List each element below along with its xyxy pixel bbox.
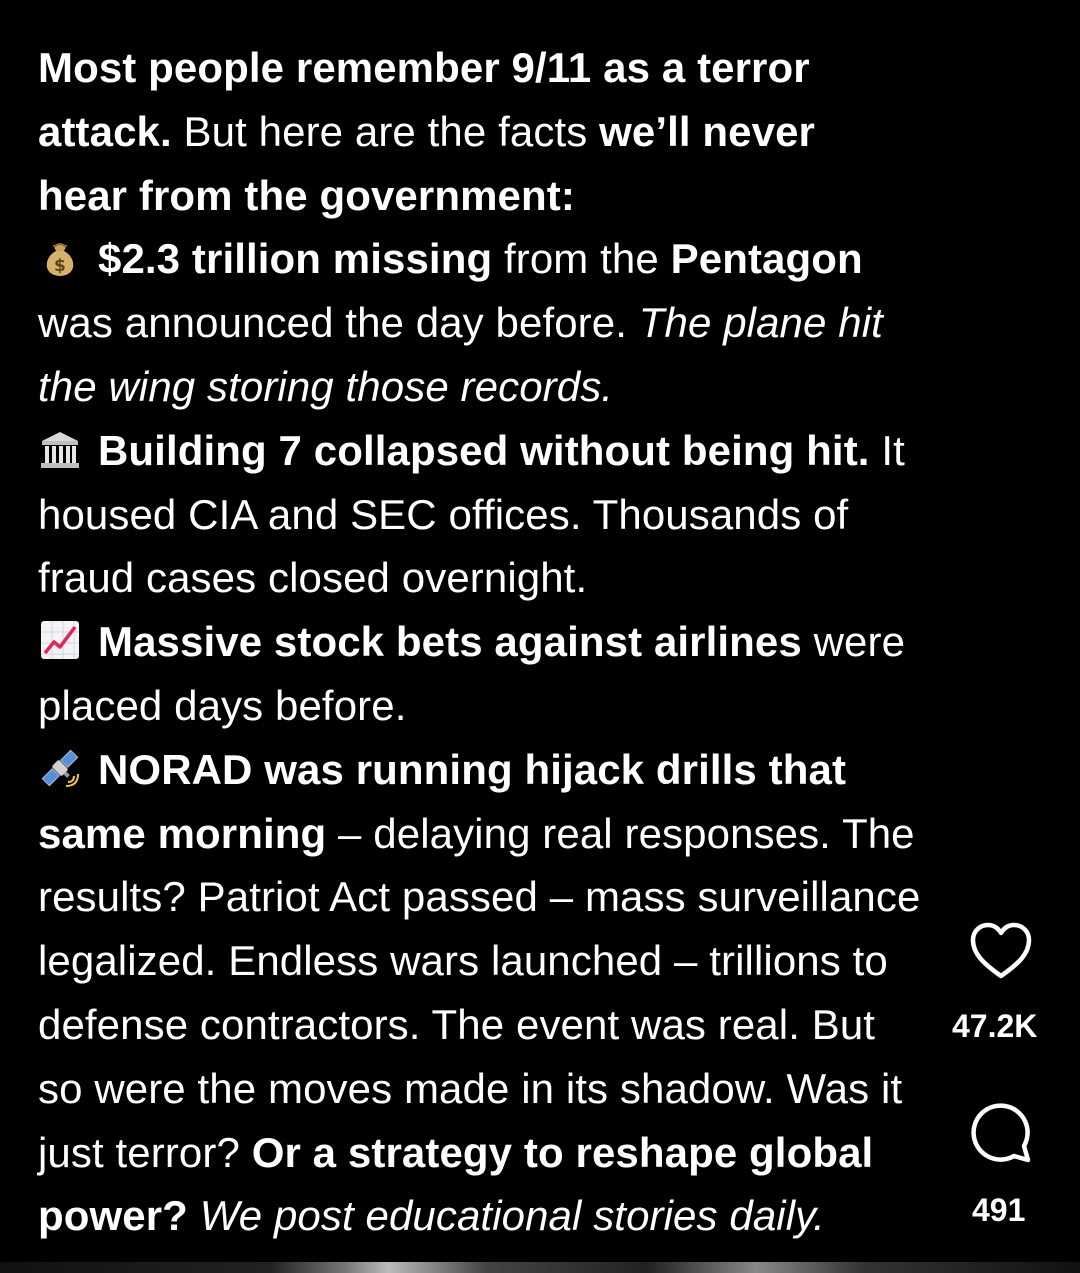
caption-line — [38, 802, 1048, 866]
plain-text: legalized. Endless wars launched – trillions to — [38, 937, 888, 985]
bold-text: we’ll never — [599, 107, 815, 155]
like-button[interactable] — [968, 920, 1034, 982]
caption-line — [38, 419, 1048, 483]
caption-line — [38, 100, 1048, 164]
chart-increasing-icon — [38, 618, 82, 662]
comment-button[interactable] — [968, 1100, 1038, 1170]
bold-text: attack. — [38, 107, 172, 155]
plain-text: It — [869, 426, 905, 474]
plain-text: placed days before. — [38, 681, 407, 729]
caption-line — [38, 483, 1048, 547]
italic-text: The plane hit — [638, 299, 883, 347]
bold-text: Pentagon — [670, 235, 863, 283]
caption-line — [38, 227, 1048, 291]
plain-text: was announced the day before. — [38, 299, 639, 347]
caption-line — [38, 164, 1048, 228]
comment-count: 491 — [972, 1192, 1026, 1228]
plain-text: were — [801, 618, 906, 666]
bold-text: same morning — [38, 809, 327, 857]
caption-line — [38, 36, 1048, 100]
bold-text: power? — [38, 1192, 188, 1240]
caption-line — [38, 929, 1048, 993]
bold-text: NORAD was running hijack drills that — [98, 745, 847, 793]
classical-building-icon — [38, 427, 82, 471]
like-count: 47.2K — [952, 1008, 1038, 1044]
caption-line — [38, 738, 1048, 802]
italic-text: We post educational stories daily. — [199, 1192, 825, 1240]
heart-outline-icon — [968, 920, 1034, 982]
caption-line — [38, 355, 1048, 419]
caption-line — [38, 610, 1048, 674]
comment-bubble-icon — [968, 1100, 1038, 1170]
plain-text: from the — [492, 235, 671, 283]
caption-line — [38, 1057, 1048, 1121]
plain-text: results? Patriot Act passed – mass surveillance — [38, 873, 921, 921]
plain-text: fraud cases closed overnight. — [38, 554, 588, 602]
bold-text: Building 7 collapsed without being hit. — [98, 426, 870, 474]
plain-text: But here are the facts — [171, 107, 600, 155]
svg-text:$: $ — [54, 256, 66, 277]
italic-text: the wing storing those records. — [38, 362, 614, 410]
plain-text: – delaying real responses. The — [326, 809, 915, 857]
caption-line — [38, 993, 1048, 1057]
bold-text: Or a strategy to reshape global — [251, 1128, 874, 1176]
post-caption — [38, 36, 1048, 1248]
plain-text: so were the moves made in its shadow. Was it — [38, 1064, 903, 1112]
caption-line — [38, 1121, 1048, 1185]
caption-line — [38, 865, 1048, 929]
satellite-icon — [38, 746, 82, 790]
bold-text: Most people remember 9/11 as a terror — [38, 44, 810, 91]
caption-line — [38, 291, 1048, 355]
plain-text — [188, 1192, 200, 1239]
bold-text: hear from the government: — [38, 171, 575, 219]
bold-text: $2.3 trillion missing — [98, 235, 493, 283]
money-bag-icon — [38, 235, 82, 279]
bold-text: Massive stock bets against airlines — [98, 618, 802, 666]
caption-line — [38, 674, 1048, 738]
caption-line — [38, 1184, 1048, 1248]
next-post-preview[interactable] — [0, 1262, 1080, 1273]
plain-text: defense contractors. The event was real. But — [38, 1000, 876, 1048]
plain-text: just terror? — [38, 1128, 252, 1176]
plain-text: housed CIA and SEC offices. Thousands of — [38, 490, 849, 538]
caption-line — [38, 546, 1048, 610]
